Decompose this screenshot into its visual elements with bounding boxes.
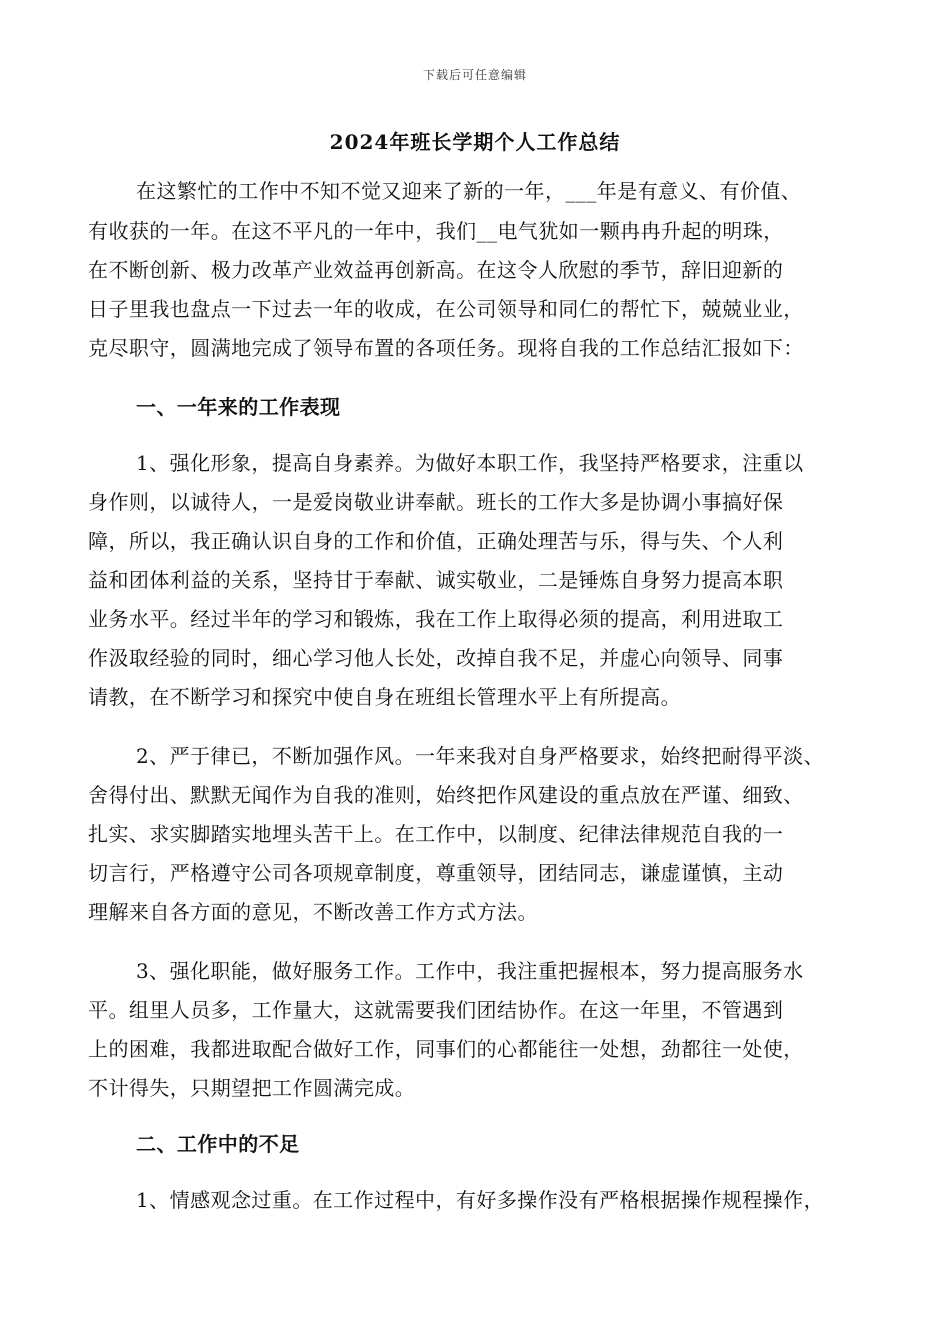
body-line: 2、严于律已，不断加强作风。一年来我对自身严格要求，始终把耐得平淡、	[136, 744, 825, 768]
section-heading: 二、工作中的不足	[136, 1132, 300, 1156]
body-line: 业务水平。经过半年的学习和锻炼，我在工作上取得必须的提高，利用进取工	[88, 607, 784, 631]
body-line: 切言行，严格遵守公司各项规章制度，尊重领导，团结同志，谦虚谨慎，主动	[88, 861, 784, 885]
body-line: 日子里我也盘点一下过去一年的收成，在公司领导和同仁的帮忙下，兢兢业业，	[88, 297, 804, 321]
document-title: 2024年班长学期个人工作总结	[329, 130, 621, 154]
body-line: 平。组里人员多，工作量大，这就需要我们团结协作。在这一年里，不管遇到	[88, 998, 784, 1022]
body-line: 在不断创新、极力改革产业效益再创新高。在这令人欣慰的季节，辞旧迎新的	[88, 258, 784, 282]
body-line: 克尽职守，圆满地完成了领导布置的各项任务。现将自我的工作总结汇报如下：	[88, 336, 804, 360]
body-line: 舍得付出、默默无闻作为自我的准则，始终把作风建设的重点放在严谨、细致、	[88, 783, 804, 807]
body-line: 在这繁忙的工作中不知不觉又迎来了新的一年，___年是有意义、有价值、	[136, 179, 802, 203]
section-heading: 一、一年来的工作表现	[136, 395, 341, 419]
body-line: 不计得失，只期望把工作圆满完成。	[88, 1076, 416, 1100]
body-line: 障，所以，我正确认识自身的工作和价值，正确处理苦与乐，得与失、个人利	[88, 529, 784, 553]
body-line: 3、强化职能，做好服务工作。工作中，我注重把握根本，努力提高服务水	[136, 959, 804, 983]
body-line: 理解来自各方面的意见，不断改善工作方式方法。	[88, 900, 538, 924]
body-line: 身作则，以诚待人，一是爱岗敬业讲奉献。班长的工作大多是协调小事搞好保	[88, 490, 784, 514]
body-line: 上的困难，我都进取配合做好工作，同事们的心都能往一处想，劲都往一处使，	[88, 1037, 804, 1061]
body-line: 1、情感观念过重。在工作过程中，有好多操作没有严格根据操作规程操作，	[136, 1188, 825, 1212]
body-line: 1、强化形象，提高自身素养。为做好本职工作，我坚持严格要求，注重以	[136, 451, 804, 475]
body-line: 作汲取经验的同时，细心学习他人长处，改掉自我不足，并虚心向领导、同事	[88, 646, 784, 670]
body-line: 请教，在不断学习和探究中使自身在班组长管理水平上有所提高。	[88, 685, 682, 709]
header-note: 下载后可任意编辑	[422, 68, 527, 82]
body-line: 益和团体利益的关系，坚持甘于奉献、诚实敬业，二是锤炼自身努力提高本职	[88, 568, 784, 592]
body-line: 扎实、求实脚踏实地埋头苦干上。在工作中，以制度、纪律法律规范自我的一	[88, 822, 784, 846]
body-line: 有收获的一年。在这不平凡的一年中，我们__电气犹如一颗冉冉升起的明珠，	[88, 219, 784, 243]
